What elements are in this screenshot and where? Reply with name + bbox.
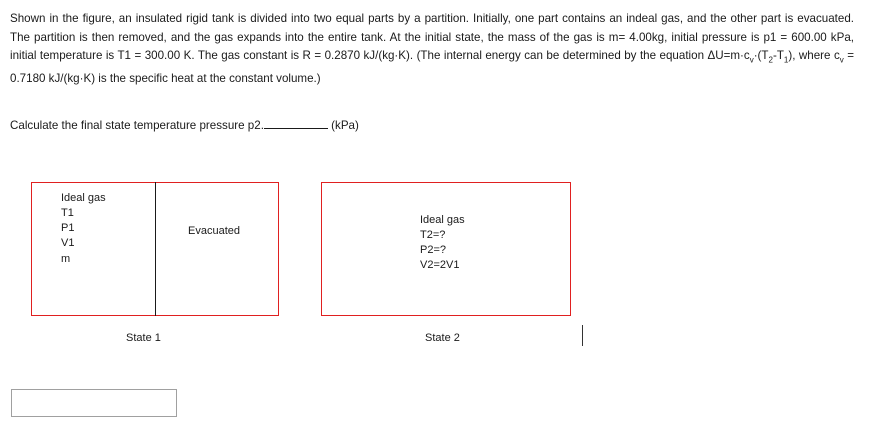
evacuated-label: Evacuated <box>188 225 240 237</box>
equation-prefix: equation ΔU=m·c <box>659 49 750 62</box>
equation-t2-subscript: 2 <box>768 55 773 65</box>
equation-mid: ·(T <box>753 49 769 62</box>
state1-tank <box>32 183 279 316</box>
state1-v1-label: V1 <box>61 237 75 249</box>
state2-tank <box>322 183 571 316</box>
equation-where-subscript: v <box>839 55 844 65</box>
problem-statement <box>10 10 854 88</box>
state1-caption: State 1 <box>126 332 161 344</box>
question-prompt: Calculate the final state temperature pressure p2. <box>10 119 264 132</box>
state2-t2-label: T2=? <box>420 229 446 241</box>
state1-gas-label: Ideal gas <box>61 192 106 204</box>
equation-t1-subscript: 1 <box>783 55 789 65</box>
question-unit: (kPa) <box>331 119 359 132</box>
state1-t1-label: T1 <box>61 207 74 219</box>
question-line <box>10 117 359 134</box>
answer-blank <box>264 117 328 129</box>
state2-caption: State 2 <box>425 332 460 344</box>
state2-gas-label: Ideal gas <box>420 214 465 226</box>
state2-p2-label: P2=? <box>420 244 446 256</box>
state1-m-label: m <box>61 253 71 265</box>
text-cursor <box>582 325 583 346</box>
equation-minus: -T <box>772 49 784 62</box>
equation-where: ), where c <box>788 49 840 62</box>
state1-p1-label: P1 <box>61 222 75 234</box>
equation-suffix: = 0.7180 kJ/(kg·K) is the specific heat at the constant volume.) <box>10 49 854 85</box>
state2-v2-label: V2=2V1 <box>420 259 460 271</box>
equation-cv-subscript: v <box>749 55 754 65</box>
answer-input[interactable] <box>11 389 177 417</box>
problem-text: Shown in the figure, an insulated rigid tank is divided into two equal parts by a partition. Initially, one part contains an indeal gas, and the other part is evacuated. The partition is then removed, and the gas expands into the entire tank. At the initial state, the mass of the gas is m= 4.00kg, initial pressure is p1 = 600.00 kPa, initial temperature is T1 = 300.00 K. The gas constant is R = 0.2870 kJ/(kg·K). (The internal energy can be determined by the <box>10 12 854 62</box>
